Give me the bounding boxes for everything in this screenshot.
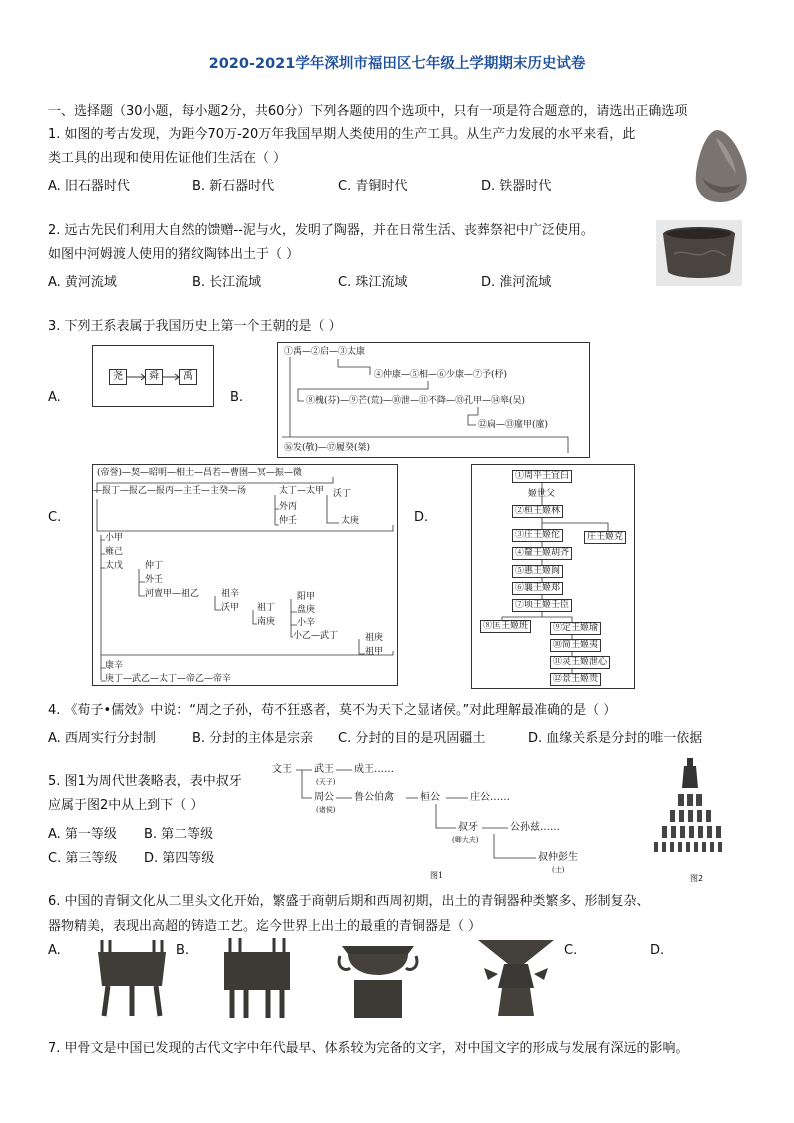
table-d-node: ③庄王姬佗	[512, 529, 563, 542]
fig1-text: 庄公……	[470, 792, 510, 803]
q3-option-c[interactable]: C.	[48, 510, 62, 525]
q5-stem-line2: 应属于图2中从上到下（ ）	[48, 798, 204, 813]
q1-option-b[interactable]: B. 新石器时代	[192, 179, 275, 194]
table-d-node: ⑤惠王姬阆	[512, 565, 563, 578]
q3-stem: 3. 下列王系表属于我国历史上第一个王朝的是（ ）	[48, 319, 342, 334]
fig1-caption: 图1	[430, 871, 444, 880]
q4-stem: 4. 《荀子•儒效》中说：“周之子孙，苟不狂惑者，莫不为天下之显诸侯。”对此理解最准确的是（ ）	[48, 703, 617, 718]
table-c-text: 沃甲	[221, 603, 240, 613]
fig1-text: (士)	[552, 866, 565, 874]
stone-tool-image	[690, 128, 750, 204]
q6-stem-line1: 6. 中国的青铜文化从二里头文化开始，繁盛于商朝后期和西周初期，出土的青铜器种类繁多、形制复杂、	[48, 894, 650, 909]
q4-option-d[interactable]: D. 血缘关系是分封的唯一依据	[528, 731, 703, 746]
table-c-text: 盘庚	[297, 605, 316, 615]
figure-2-pyramid-image	[650, 756, 726, 870]
q3-option-d[interactable]: D.	[414, 510, 429, 525]
q4-option-c[interactable]: C. 分封的目的是巩固疆土	[338, 731, 486, 746]
fig1-text: (天子)	[316, 778, 336, 786]
table-d-node: ⑧匡王姬班	[480, 620, 531, 633]
q3-option-a[interactable]: A.	[48, 390, 61, 405]
q3-option-b[interactable]: B.	[230, 390, 244, 405]
q6-stem-line2: 器物精美，表现出高超的铸造工艺。迄今世界上出土的最重的青铜器是（ ）	[48, 919, 482, 934]
q5-option-b[interactable]: B. 第二等级	[144, 827, 214, 842]
table-c-text: (帝誉)—契—昭明—相土—昌若—曹圉—冥—振—微	[97, 468, 303, 478]
fig1-text: 成王……	[354, 764, 394, 775]
table-c-text: 太庚	[341, 516, 360, 526]
q1-option-a[interactable]: A. 旧石器时代	[48, 179, 130, 194]
q2-option-a[interactable]: A. 黄河流域	[48, 275, 117, 290]
q2-option-c[interactable]: C. 珠江流域	[338, 275, 408, 290]
table-c-text: 仲丁	[145, 561, 164, 571]
table-b	[277, 342, 590, 458]
table-c-text: 阳甲	[297, 592, 316, 602]
q2-stem-line2: 如图中河姆渡人使用的猪纹陶钵出土于（ ）	[48, 247, 300, 262]
table-d-node: ⑥襄王姬郑	[512, 582, 563, 595]
table-c-text: 仲壬	[279, 516, 298, 526]
table-c-text: 小辛	[297, 618, 316, 628]
table-d-node: ⑦顷王姬壬臣	[512, 599, 572, 612]
table-b-row: ①禹—②启—③太康	[284, 347, 366, 357]
q1-option-d[interactable]: D. 铁器时代	[481, 179, 552, 194]
table-c-text: —报丁—报乙—报丙—主壬—主癸—汤	[93, 486, 247, 496]
table-c-text: 庚丁—武乙—太丁—帝乙—帝辛	[105, 674, 232, 684]
table-a	[92, 345, 214, 407]
table-a-cell: 尧	[109, 369, 127, 385]
table-c	[92, 464, 398, 686]
q2-stem-line1: 2. 远古先民们利用大自然的馈赠--泥与火，发明了陶器，并在日常生活、丧葬祭祀中广泛使用。	[48, 223, 594, 238]
q6-option-d[interactable]: D.	[650, 943, 665, 958]
fig1-text: 桓公	[420, 792, 440, 803]
fig1-text: (诸侯)	[316, 806, 336, 814]
bronze-gui-image	[338, 938, 418, 1020]
table-c-text: 小甲	[105, 533, 124, 543]
q5-stem-line1: 5. 图1为周代世袭略表，表中叔牙	[48, 774, 242, 789]
q6-option-b[interactable]: B.	[176, 943, 190, 958]
table-c-text: 外丙	[279, 502, 298, 512]
bronze-zun-image	[476, 938, 556, 1020]
fig1-text: (卿大夫)	[452, 836, 479, 844]
table-a-cell: 舜	[145, 369, 163, 385]
q1-stem-line2: 类工具的出现和使用佐证他们生活在（ ）	[48, 151, 287, 166]
q4-option-b[interactable]: B. 分封的主体是宗亲	[192, 731, 314, 746]
table-b-row: ④仲康—⑤相—⑥少康—⑦予(杼)	[374, 370, 508, 380]
table-c-text: 祖庚	[365, 633, 384, 643]
table-b-row: ⑯发(敬)—⑰履癸(桀)	[284, 443, 371, 453]
table-c-text: 祖丁	[257, 603, 276, 613]
q2-option-b[interactable]: B. 长江流域	[192, 275, 262, 290]
table-c-text: 祖辛	[221, 589, 240, 599]
fig1-text: 周公	[314, 792, 334, 803]
table-b-row: ⑧槐(芬)—⑨芒(荒)—⑩泄—⑪不降—⑬孔甲—⑭皋(吴)	[306, 396, 526, 406]
table-c-text: 太戊	[105, 561, 124, 571]
table-c-text: 康辛	[105, 661, 124, 671]
q4-option-a[interactable]: A. 西周实行分封制	[48, 731, 156, 746]
table-c-text: 外壬	[145, 575, 164, 585]
table-d-node: ⑨定王姬瑜	[550, 622, 601, 635]
figure-1-lineage	[272, 760, 632, 882]
table-d-node: ①周平王宜臼	[512, 470, 572, 483]
q1-option-c[interactable]: C. 青铜时代	[338, 179, 408, 194]
q5-option-d[interactable]: D. 第四等级	[144, 851, 215, 866]
table-d-node: ②桓王姬林	[512, 505, 563, 518]
table-c-text: 雍己	[105, 547, 124, 557]
table-d	[471, 464, 635, 689]
table-d-node: ⑫景王姬贵	[550, 673, 601, 686]
table-d-node: ⑪灵王姬泄心	[550, 656, 610, 669]
table-c-text: 南庚	[257, 617, 276, 627]
page-title: 2020-2021学年深圳市福田区七年级上学期期末历史试卷	[208, 56, 586, 72]
q5-option-a[interactable]: A. 第一等级	[48, 827, 117, 842]
table-d-node: ⑩简王姬夷	[550, 639, 601, 652]
table-c-text: 小乙—武丁	[293, 631, 339, 641]
table-c-text: 祖甲	[365, 647, 384, 657]
q5-option-c[interactable]: C. 第三等级	[48, 851, 118, 866]
q6-option-a[interactable]: A.	[48, 943, 61, 958]
table-c-text: 河亶甲—祖乙	[145, 589, 200, 599]
table-b-row: ⑫扃—⑬廑甲(廑)	[478, 420, 549, 430]
pottery-bowl-image	[656, 220, 742, 286]
bronze-ding-square-image	[218, 938, 296, 1020]
table-d-node: 庄王姬克	[584, 531, 626, 544]
table-d-node: 姬世父	[528, 489, 556, 499]
figure-2-caption: 图2	[690, 874, 704, 883]
q7-stem: 7. 甲骨文是中国已发现的古代文字中年代最早、体系较为完备的文字，对中国文字的形成与发展有深远的影响。	[48, 1041, 689, 1056]
q6-option-c[interactable]: C.	[564, 943, 578, 958]
bronze-ding-round-image	[92, 938, 172, 1018]
fig1-text: 鲁公伯禽	[354, 792, 394, 803]
fig1-text: 公孙兹……	[510, 822, 560, 833]
fig1-text: 叔牙	[458, 822, 478, 833]
table-d-node: ④釐王姬胡齐	[512, 547, 572, 560]
table-c-text: 沃丁	[333, 489, 352, 499]
table-a-cell: 禹	[179, 369, 197, 385]
fig1-text: 武王	[314, 764, 334, 775]
section-heading: 一、选择题（30小题，每小题2分，共60分）下列各题的四个选项中，只有一项是符合题意的，请选出正确选项	[48, 104, 688, 119]
table-c-text: 太丁—太甲	[279, 486, 325, 496]
q2-option-d[interactable]: D. 淮河流域	[481, 275, 552, 290]
fig1-text: 叔仲彭生	[538, 852, 578, 863]
fig1-text: 文王	[272, 764, 292, 775]
q1-stem-line1: 1. 如图的考古发现，为距今70万-20万年我国早期人类使用的生产工具。从生产力发展的水平来看，此	[48, 127, 636, 142]
